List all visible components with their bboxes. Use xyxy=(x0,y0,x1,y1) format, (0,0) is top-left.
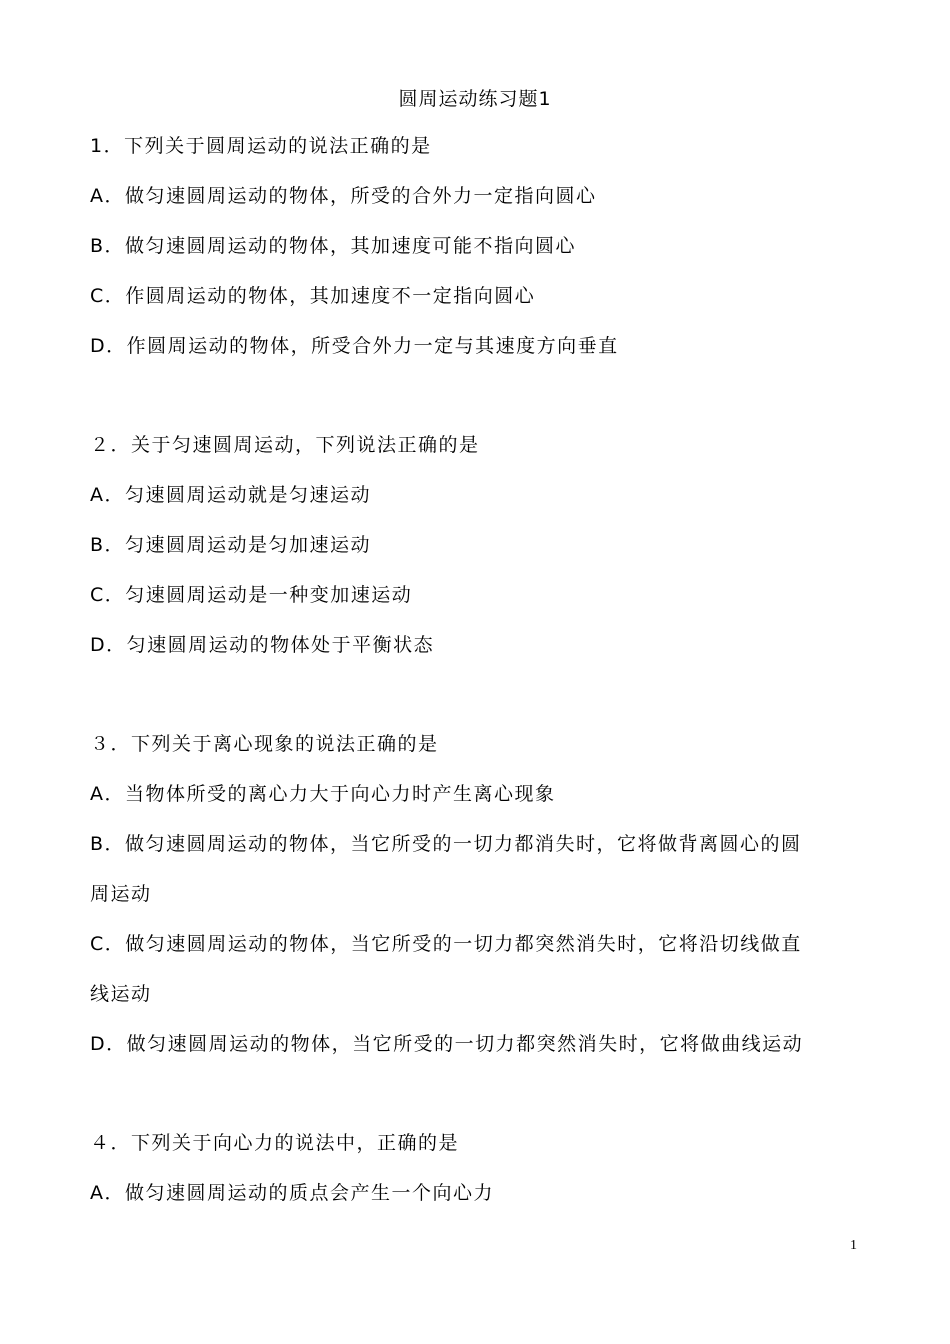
question-1-option-a: A．做匀速圆周运动的物体，所受的合外力一定指向圆心 xyxy=(90,185,597,207)
question-1-stem: 1．下列关于圆周运动的说法正确的是 xyxy=(90,135,432,157)
question-2-stem: ２．关于匀速圆周运动，下列说法正确的是 xyxy=(90,434,480,456)
question-3-stem: ３．下列关于离心现象的说法正确的是 xyxy=(90,733,439,755)
question-3-option-a: A．当物体所受的离心力大于向心力时产生离心现象 xyxy=(90,783,556,805)
question-3-option-d: D．做匀速圆周运动的物体，当它所受的一切力都突然消失时，它将做曲线运动 xyxy=(90,1033,804,1055)
question-4-stem: ４．下列关于向心力的说法中，正确的是 xyxy=(90,1132,460,1154)
page-number: 1 xyxy=(850,1238,857,1253)
question-3-option-c: C．做匀速圆周运动的物体，当它所受的一切力都突然消失时，它将沿切线做直 xyxy=(90,933,802,955)
question-3-option-b-continued: 周运动 xyxy=(90,883,152,905)
question-2-option-d: D．匀速圆周运动的物体处于平衡状态 xyxy=(90,634,435,656)
question-1-option-b: B．做匀速圆周运动的物体，其加速度可能不指向圆心 xyxy=(90,235,577,257)
question-3-option-c-continued: 线运动 xyxy=(90,983,152,1005)
question-1-option-c: C．作圆周运动的物体，其加速度不一定指向圆心 xyxy=(90,285,536,307)
question-4-option-a: A．做匀速圆周运动的质点会产生一个向心力 xyxy=(90,1182,494,1204)
question-2-option-c: C．匀速圆周运动是一种变加速运动 xyxy=(90,584,413,606)
question-3-option-b: B．做匀速圆周运动的物体，当它所受的一切力都消失时，它将做背离圆心的圆 xyxy=(90,833,802,855)
question-1-option-d: D．作圆周运动的物体，所受合外力一定与其速度方向垂直 xyxy=(90,335,619,357)
document-title: 圆周运动练习题1 xyxy=(398,88,552,110)
question-2-option-b: B．匀速圆周运动是匀加速运动 xyxy=(90,534,372,556)
question-2-option-a: A．匀速圆周运动就是匀速运动 xyxy=(90,484,371,506)
